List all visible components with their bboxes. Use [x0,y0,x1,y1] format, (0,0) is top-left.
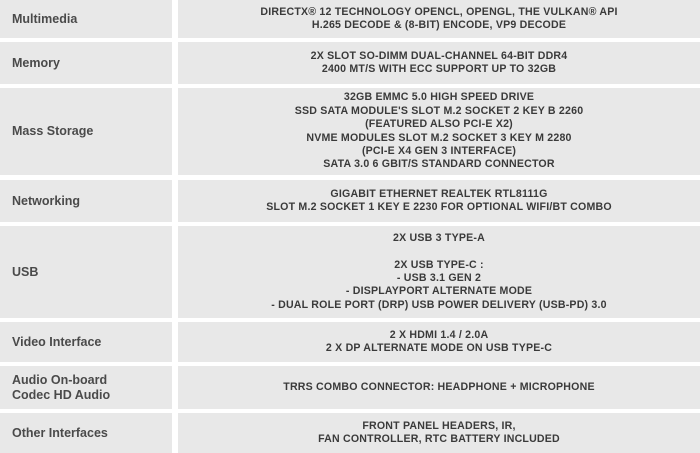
row-value [178,413,700,453]
spec-row-networking [0,180,700,222]
row-label [0,88,172,175]
value-line: - USB 3.1 GEN 2 [396,271,482,284]
value-line: 2X USB 3 TYPE-A [393,231,485,244]
row-label-text: Memory [12,55,60,70]
spec-row-multimedia [0,0,700,38]
value-line: - DUAL ROLE PORT (DRP) USB POWER DELIVERY (USB-PD) 3.0 [271,298,607,311]
row-label-text: Other Interfaces [12,425,108,440]
row-label [0,322,172,362]
spec-row-video-interface [0,322,700,362]
row-label [0,180,172,222]
value-line: 2400 MT/S WITH ECC SUPPORT UP TO 32GB [321,63,557,75]
value-line: (FEATURED ALSO PCI-E X2) [365,118,513,131]
value-line [178,245,700,258]
value-line: SATA 3.0 6 GBIT/S STANDARD CONNECTOR [323,158,555,171]
row-label [0,226,172,318]
row-label-text: Video Interface [12,334,102,349]
spec-row-mass-storage [0,88,700,175]
row-label-text: Codec HD Audio [12,387,111,402]
row-value [178,366,700,409]
spec-row-audio [0,366,700,409]
value-line: - DISPLAYPORT ALTERNATE MODE [345,285,533,298]
value-line: 32GB EMMC 5.0 HIGH SPEED DRIVE [343,91,535,104]
value-line: SLOT M.2 SOCKET 1 KEY E 2230 FOR OPTIONAL WIFI/BT COMBO [266,201,612,213]
value-line: TRRS COMBO CONNECTOR: HEADPHONE + MICROPHONE [283,380,595,393]
row-label [0,366,172,409]
row-value [178,180,700,222]
row-label-text: Multimedia [12,11,78,26]
value-line: (PCI-E X4 GEN 3 INTERFACE) [361,144,517,157]
row-label-text: Mass Storage [12,124,94,138]
value-line: FAN CONTROLLER, RTC BATTERY INCLUDED [318,433,560,445]
value-line: FRONT PANEL HEADERS, IR, [362,419,516,432]
row-label [0,42,172,84]
value-line: 2X USB TYPE-C : [394,258,484,271]
row-label [0,0,172,38]
value-line: 2X SLOT SO-DIMM DUAL-CHANNEL 64-BIT DDR4 [310,49,568,62]
spec-row-usb [0,226,700,318]
spec-row-memory [0,42,700,84]
row-label-text: Networking [12,193,81,208]
row-value [178,0,700,38]
value-line: H.265 DECODE & (8-BIT) ENCODE, VP9 DECODE [311,19,567,31]
value-line: NVME MODULES SLOT M.2 SOCKET 3 KEY M 2280 [306,131,572,144]
value-line: GIGABIT ETHERNET REALTEK RTL8111G [330,187,548,200]
spec-row-other-interfaces [0,413,700,453]
value-line: DIRECTX® 12 TECHNOLOGY OPENCL, OPENGL, THE VULKAN® API [260,5,618,18]
value-line: 2 X DP ALTERNATE MODE ON USB TYPE-C [325,342,553,354]
row-value [178,226,700,318]
value-line: 2 X HDMI 1.4 / 2.0A [389,328,489,341]
row-label [0,413,172,453]
row-value [178,42,700,84]
value-line: SSD SATA MODULE'S SLOT M.2 SOCKET 2 KEY B 2260 [294,104,584,117]
row-value [178,322,700,362]
row-value [178,88,700,175]
row-label-text: Audio On-board [12,372,108,387]
row-label-text: USB [12,264,39,279]
